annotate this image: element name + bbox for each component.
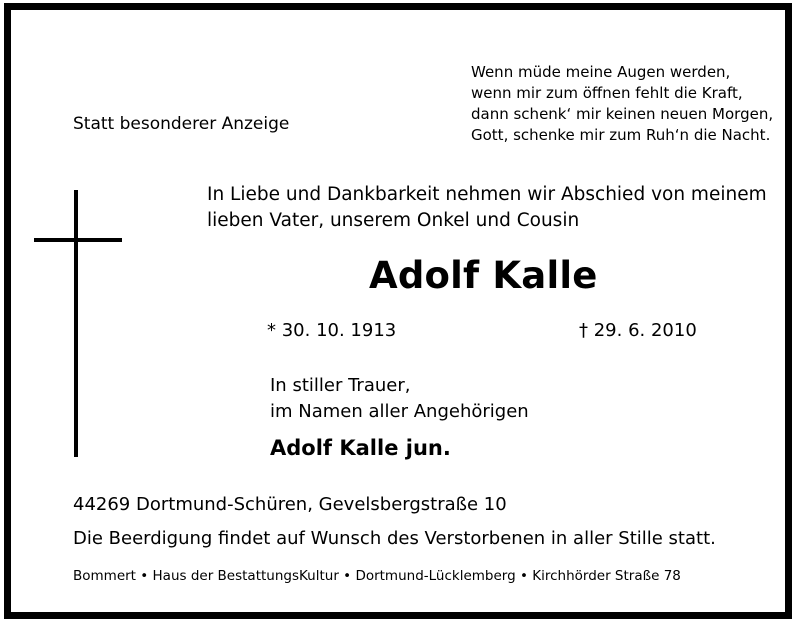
- mourning-line: im Namen aller Angehörigen: [270, 401, 529, 422]
- signer-name: Adolf Kalle jun.: [270, 436, 451, 460]
- funeral-home-footer: Bommert • Haus der BestattungsKultur • Dortmund-Lücklemberg • Kirchhörder Straße 78: [73, 568, 681, 584]
- obituary-notice: [4, 3, 792, 619]
- poem: [471, 62, 773, 146]
- poem-line: Wenn müde meine Augen werden,: [471, 63, 731, 81]
- death-date: † 29. 6. 2010: [579, 320, 697, 341]
- cross-vertical-bar: [74, 190, 78, 457]
- intro-line: lieben Vater, unserem Onkel und Cousin: [207, 210, 580, 231]
- intro-text: [207, 182, 767, 234]
- burial-note: Die Beerdigung findet auf Wunsch des Verstorbenen in aller Stille statt.: [73, 528, 716, 549]
- birth-date: * 30. 10. 1913: [267, 320, 397, 341]
- poem-line: wenn mir zum öffnen fehlt die Kraft,: [471, 84, 743, 102]
- deceased-name: Adolf Kalle: [369, 254, 598, 297]
- poem-line: dann schenk‘ mir keinen neuen Morgen,: [471, 105, 774, 123]
- poem-line: Gott, schenke mir zum Ruh‘n die Nacht.: [471, 126, 771, 144]
- cross-horizontal-bar: [34, 238, 122, 242]
- mourning-line: In stiller Trauer,: [270, 375, 411, 396]
- headline: Statt besonderer Anzeige: [73, 114, 290, 134]
- intro-line: In Liebe und Dankbarkeit nehmen wir Abschied von meinem: [207, 184, 767, 205]
- mourning-text: [270, 373, 529, 425]
- address: 44269 Dortmund-Schüren, Gevelsbergstraße 10: [73, 494, 507, 515]
